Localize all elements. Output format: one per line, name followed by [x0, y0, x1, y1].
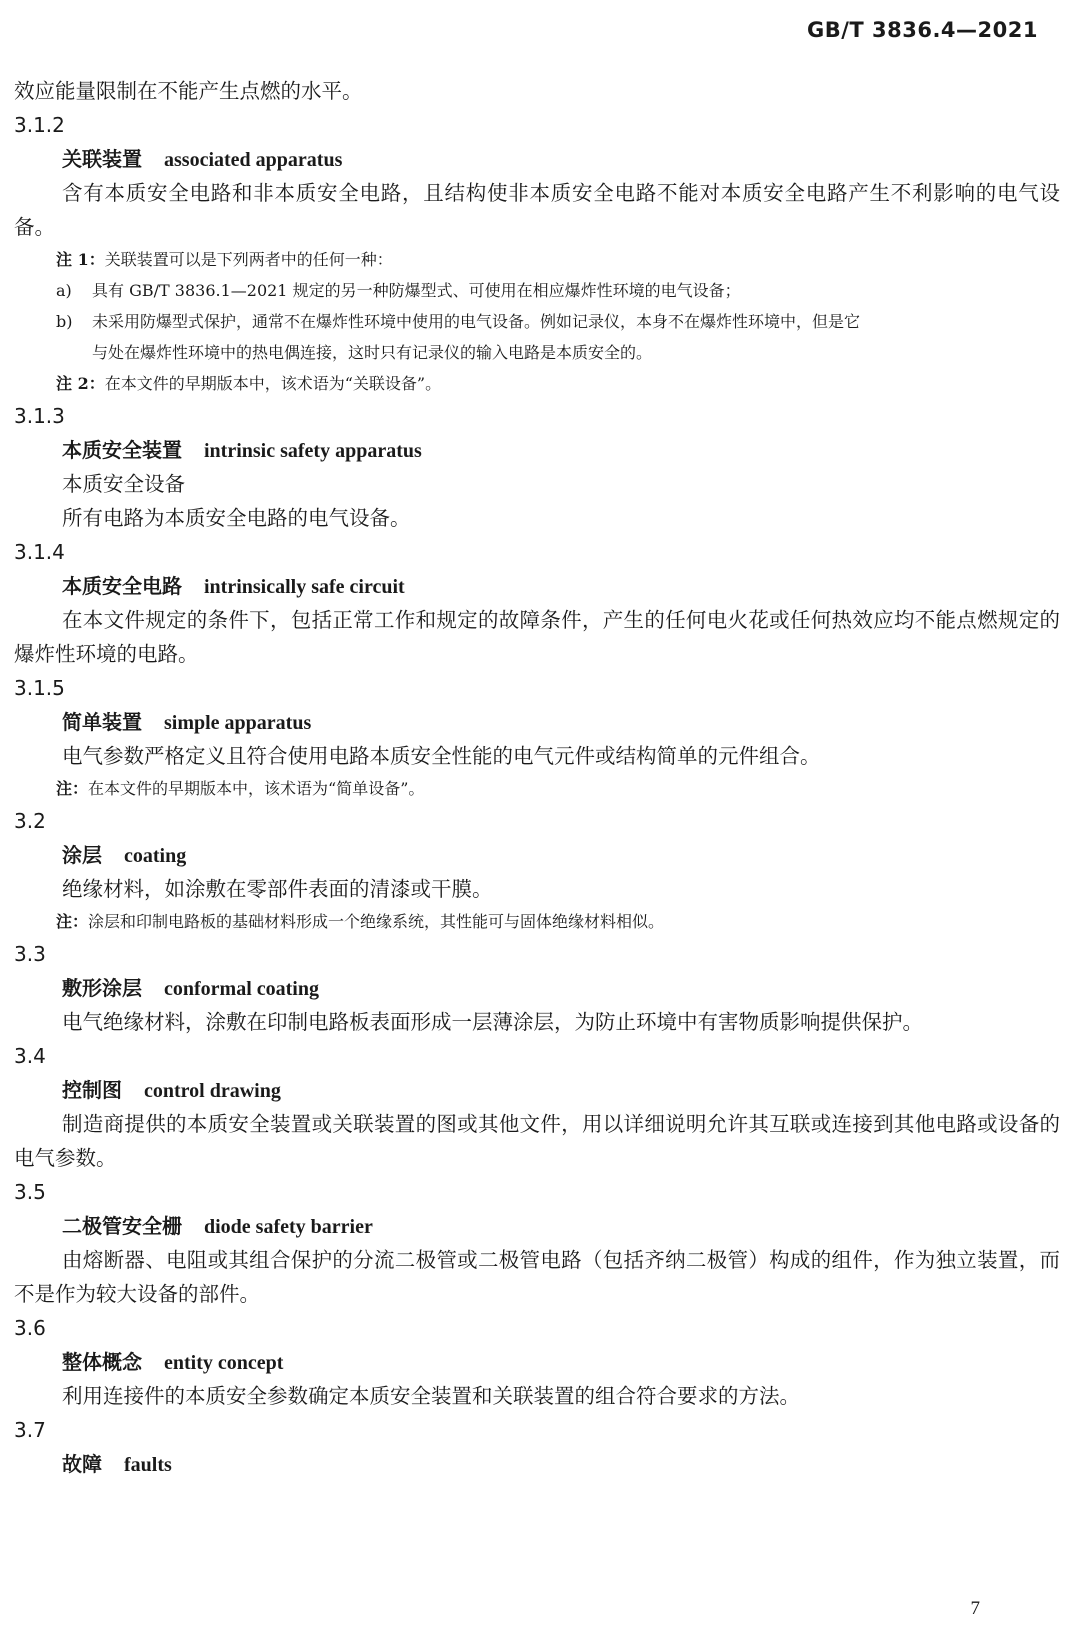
- term-en: control drawing: [144, 1080, 281, 1102]
- term-heading: [14, 1447, 1060, 1481]
- term-zh: 控制图: [62, 1078, 122, 1102]
- term-heading: [14, 1345, 1060, 1379]
- page-number: 7: [970, 1598, 980, 1619]
- list-item-text: 未采用防爆型式保护，通常不在爆炸性环境中使用的电气设备。例如记录仪，本身不在爆炸性环境中，但是它: [92, 312, 861, 331]
- term-en: associated apparatus: [164, 149, 343, 171]
- term-heading: [14, 838, 1060, 872]
- note-text: 在本文件的早期版本中，该术语为“简单设备”。: [88, 779, 425, 798]
- term-heading: [14, 971, 1060, 1005]
- term-zh: 涂层: [62, 843, 102, 867]
- page-content: [14, 74, 1060, 1481]
- term-definition: 制造商提供的本质安全装置或关联装置的图或其他文件，用以详细说明允许其互联或连接到其他电路或设备的电气参数。: [14, 1112, 1060, 1170]
- note-label: 注：: [56, 779, 89, 798]
- term-zh: 故障: [62, 1452, 102, 1476]
- term-en: intrinsically safe circuit: [204, 576, 405, 598]
- note: [14, 773, 1060, 804]
- term-zh: 本质安全装置: [62, 438, 182, 462]
- continued-paragraph: 效应能量限制在不能产生点燃的水平。: [14, 79, 363, 103]
- term-heading: [14, 569, 1060, 603]
- note-list-item: [14, 306, 1060, 337]
- term-en: coating: [124, 845, 187, 867]
- clause-number: 3.1.2: [14, 113, 65, 137]
- note-text: 在本文件的早期版本中，该术语为“关联设备”。: [104, 374, 442, 393]
- term-definition: 所有电路为本质安全电路的电气设备。: [62, 506, 411, 530]
- note: [14, 906, 1060, 937]
- term-heading: [14, 433, 1060, 467]
- term-heading: [14, 142, 1060, 176]
- term-definition: 含有本质安全电路和非本质安全电路，且结构使非本质安全电路不能对本质安全电路产生不利影响的电气设备。: [14, 181, 1060, 239]
- note-label: 注 2：: [56, 374, 105, 393]
- term-en: simple apparatus: [164, 712, 312, 734]
- list-item-continuation: 与处在爆炸性环境中的热电偶连接，这时只有记录仪的输入电路是本质安全的。: [92, 343, 653, 362]
- list-marker: b): [56, 312, 73, 331]
- clause-number: 3.7: [14, 1418, 46, 1442]
- clause-number: 3.2: [14, 809, 46, 833]
- list-item-text: 具有 GB/T 3836.1—2021 规定的另一种防爆型式、可使用在相应爆炸性环境的电气设备；: [92, 281, 741, 300]
- term-zh: 简单装置: [62, 710, 142, 734]
- clause-number: 3.1.5: [14, 676, 65, 700]
- note-label: 注：: [56, 912, 89, 931]
- note: [14, 244, 1060, 275]
- clause-number: 3.1.3: [14, 404, 65, 428]
- note-text: 涂层和印制电路板的基础材料形成一个绝缘系统，其性能可与固体绝缘材料相似。: [88, 912, 665, 931]
- clause-number: 3.1.4: [14, 540, 65, 564]
- term-definition: 电气绝缘材料，涂敷在印制电路板表面形成一层薄涂层，为防止环境中有害物质影响提供保护。: [62, 1010, 923, 1034]
- clause-number: 3.5: [14, 1180, 46, 1204]
- term-heading: [14, 1209, 1060, 1243]
- standard-number: GB/T 3836.4—2021: [806, 18, 1038, 42]
- term-definition: 绝缘材料，如涂敷在零部件表面的清漆或干膜。: [62, 877, 493, 901]
- term-en: intrinsic safety apparatus: [204, 440, 422, 462]
- clause-number: 3.4: [14, 1044, 46, 1068]
- term-en: faults: [124, 1454, 172, 1476]
- term-zh: 整体概念: [62, 1350, 142, 1374]
- term-zh: 本质安全电路: [62, 574, 182, 598]
- term-zh: 二极管安全栅: [62, 1214, 182, 1238]
- note: [14, 368, 1060, 399]
- term-en: conformal coating: [164, 978, 319, 1000]
- term-zh: 关联装置: [62, 147, 142, 171]
- term-en: entity concept: [164, 1352, 284, 1374]
- clause-number: 3.6: [14, 1316, 46, 1340]
- clause-number: 3.3: [14, 942, 46, 966]
- term-en: diode safety barrier: [204, 1216, 373, 1238]
- term-heading: [14, 1073, 1060, 1107]
- term-heading: [14, 705, 1060, 739]
- term-definition: 由熔断器、电阻或其组合保护的分流二极管或二极管电路（包括齐纳二极管）构成的组件，作为独立装置，而不是作为较大设备的部件。: [14, 1248, 1060, 1306]
- term-definition: 利用连接件的本质安全参数确定本质安全装置和关联装置的组合符合要求的方法。: [62, 1384, 800, 1408]
- term-definition: 电气参数严格定义且符合使用电路本质安全性能的电气元件或结构简单的元件组合。: [62, 744, 821, 768]
- term-alternative: 本质安全设备: [62, 472, 185, 496]
- note-list-item: [14, 275, 1060, 306]
- note-label: 注 1：: [56, 250, 105, 269]
- term-definition: 在本文件规定的条件下，包括正常工作和规定的故障条件，产生的任何电火花或任何热效应均不能点燃规定的爆炸性环境的电路。: [14, 608, 1060, 666]
- list-marker: a): [56, 281, 72, 300]
- term-zh: 敷形涂层: [62, 976, 142, 1000]
- note-text: 关联装置可以是下列两者中的任何一种：: [104, 250, 393, 269]
